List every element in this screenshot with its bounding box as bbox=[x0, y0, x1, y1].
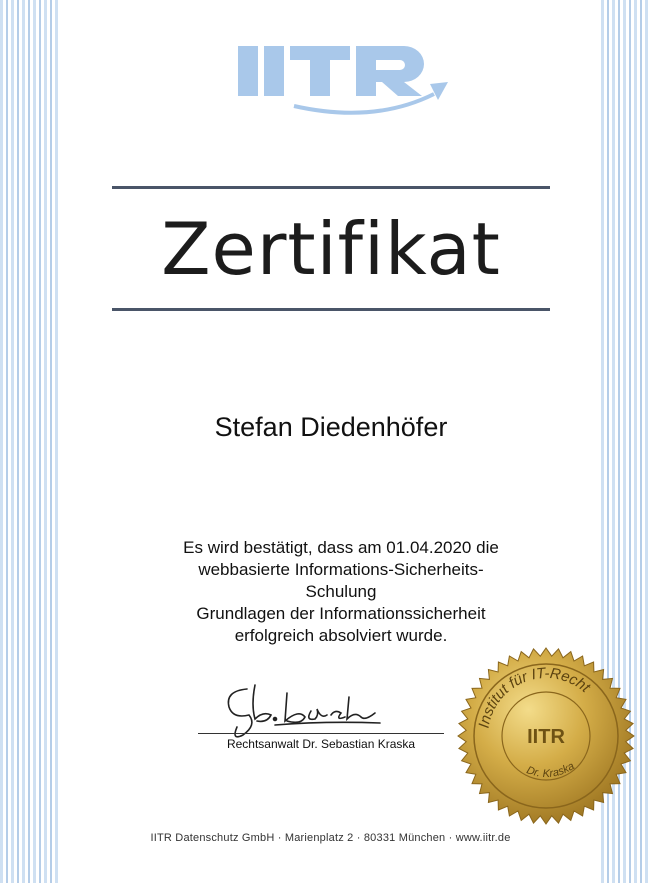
footer-address: IITR Datenschutz GmbH · Marienplatz 2 · 80331 München · www.iitr.de bbox=[150, 832, 511, 844]
body-line: webbasierte Informations-Sicherheits- bbox=[198, 560, 484, 579]
body-line: Es wird bestätigt, dass am 01.04.2020 die bbox=[183, 538, 499, 557]
certificate-body bbox=[112, 537, 570, 647]
body-line: Grundlagen der Informationssicherheit bbox=[196, 604, 486, 623]
left-border-stripes bbox=[0, 0, 60, 883]
certificate-title: Zertifikat bbox=[161, 207, 501, 291]
handwritten-signature bbox=[215, 675, 385, 745]
title-top-rule bbox=[112, 186, 550, 189]
body-line: erfolgreich absolviert wurde. bbox=[234, 626, 448, 645]
gold-seal bbox=[456, 646, 636, 826]
body-line: Schulung bbox=[305, 582, 377, 601]
signer-name: Rechtsanwalt Dr. Sebastian Kraska bbox=[226, 737, 416, 751]
title-bottom-rule bbox=[112, 308, 550, 311]
iitr-logo bbox=[234, 44, 464, 122]
seal-bottom-text: Dr. Kraska bbox=[524, 760, 577, 781]
seal-ring-text: Institut für IT-Recht bbox=[475, 664, 594, 730]
recipient-name: Stefan Diedenhöfer bbox=[214, 412, 448, 442]
signature-line bbox=[198, 733, 444, 734]
seal-center-text: IITR bbox=[527, 726, 565, 748]
